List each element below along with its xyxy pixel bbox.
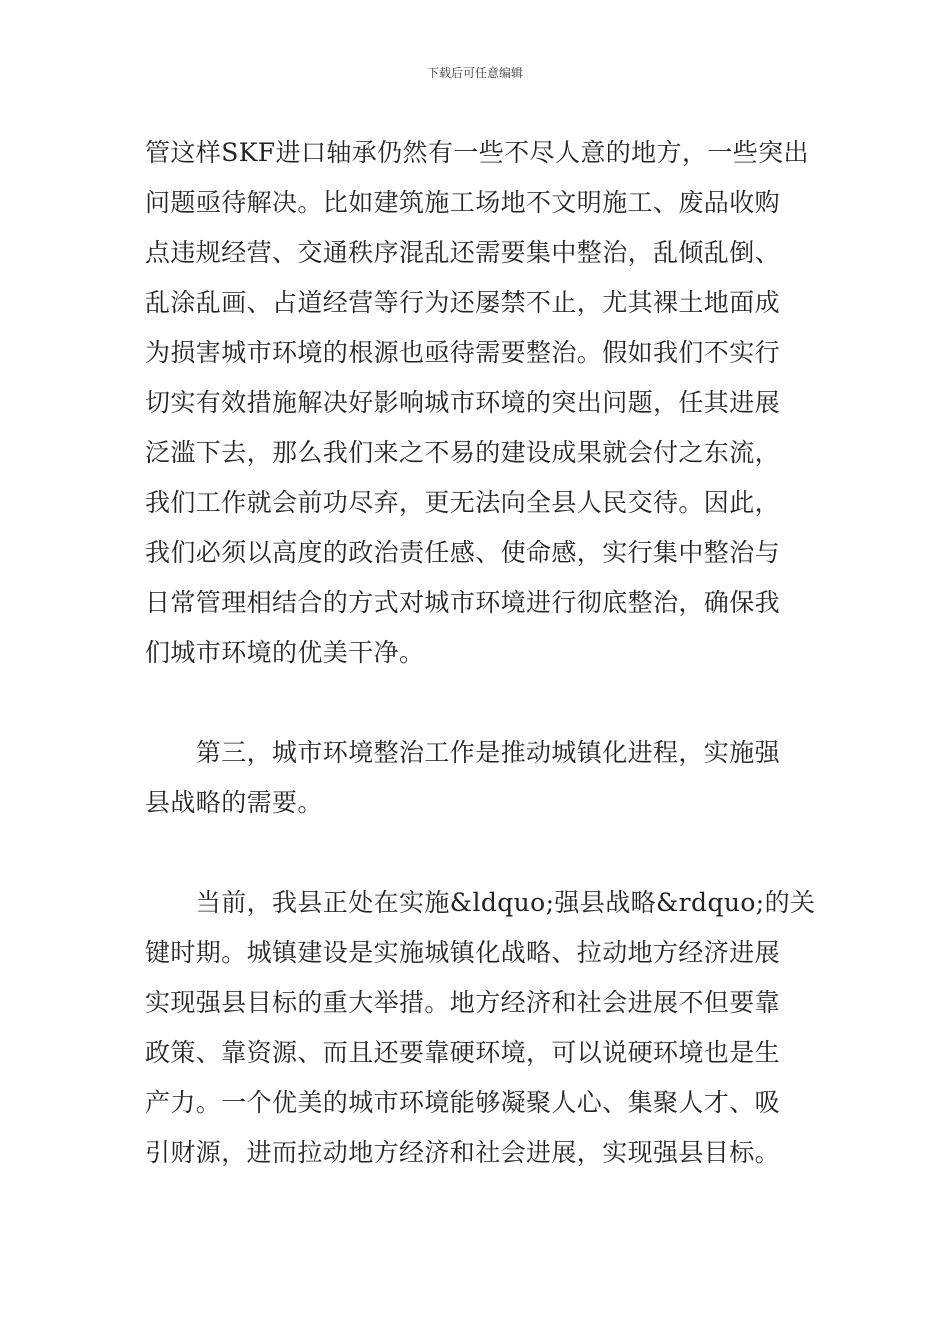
text-line: 我们必须以高度的政治责任感、使命感，实行集中整治与 xyxy=(145,538,781,567)
paragraph-spacer xyxy=(145,828,807,878)
paragraph xyxy=(145,728,807,828)
text-line: 点违规经营、交通秩序混乱还需要集中整治，乱倾乱倒、 xyxy=(145,238,781,267)
text-line: 日常管理相结合的方式对城市环境进行彻底整治，确保我 xyxy=(145,588,781,617)
text-line: 为损害城市环境的根源也亟待需要整治。假如我们不实行 xyxy=(145,338,781,367)
paragraph-spacer xyxy=(145,678,807,728)
text-line: 政策、靠资源、而且还要靠硬环境，可以说硬环境也是生 xyxy=(145,1038,781,1067)
paragraph xyxy=(145,128,807,678)
text-line: 管这样SKF进口轴承仍然有一些不尽人意的地方，一些突出 xyxy=(145,138,809,167)
text-line: 产力。一个优美的城市环境能够凝聚人心、集聚人才、吸 xyxy=(145,1088,781,1117)
page-header: 下载后可任意编辑 xyxy=(426,66,523,80)
text-line: 当前，我县正处在实施&ldquo;强县战略&rdquo;的关 xyxy=(145,888,816,917)
text-line: 我们工作就会前功尽弃，更无法向全县人民交待。因此， xyxy=(145,488,781,517)
text-line: 问题亟待解决。比如建筑施工场地不文明施工、废品收购 xyxy=(145,188,781,217)
text-line: 切实有效措施解决好影响城市环境的突出问题，任其进展 xyxy=(145,388,781,417)
text-line: 实现强县目标的重大举措。地方经济和社会进展不但要靠 xyxy=(145,988,781,1017)
text-line: 们城市环境的优美干净。 xyxy=(145,638,425,667)
text-line: 泛滥下去，那么我们来之不易的建设成果就会付之东流， xyxy=(145,438,781,467)
text-line: 第三，城市环境整治工作是推动城镇化进程，实施强 xyxy=(145,738,781,767)
text-line: 键时期。城镇建设是实施城镇化战略、拉动地方经济进展 xyxy=(145,938,781,967)
paragraph xyxy=(145,878,816,1178)
document-body xyxy=(145,128,816,1178)
text-line: 乱涂乱画、占道经营等行为还屡禁不止，尤其裸土地面成 xyxy=(145,288,781,317)
text-line: 引财源，进而拉动地方经济和社会进展，实现强县目标。 xyxy=(145,1138,781,1167)
text-line: 县战略的需要。 xyxy=(145,788,323,817)
